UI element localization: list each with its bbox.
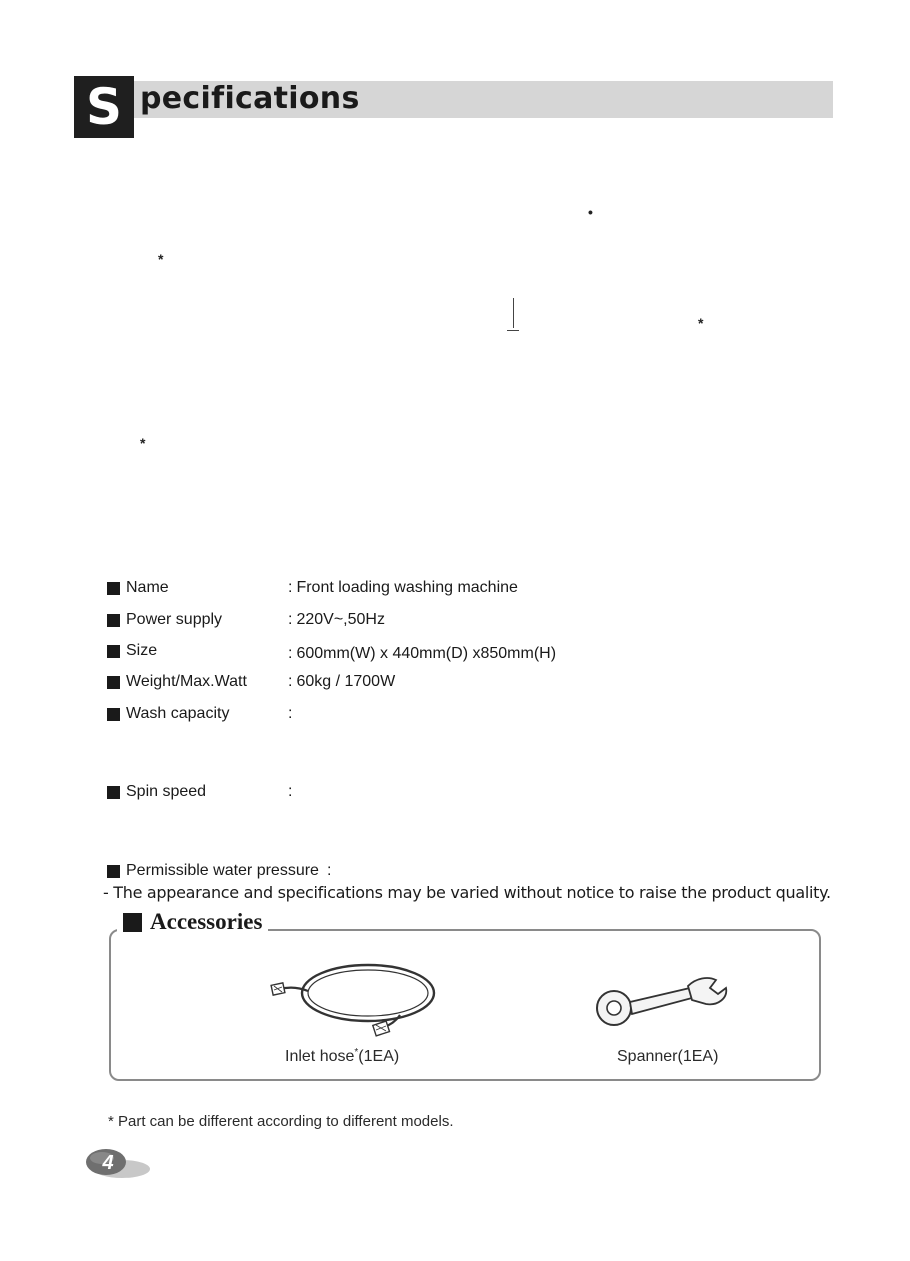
accessory-qty: (1EA)	[358, 1048, 400, 1065]
spec-colon: :	[326, 862, 332, 879]
stray-asterisk: *	[140, 435, 146, 451]
accessory-caption-inlet-hose	[285, 1048, 399, 1066]
spec-colon: :	[288, 673, 293, 690]
spec-row-size	[107, 640, 556, 662]
accessory-qty: (1EA)	[677, 1048, 719, 1065]
accessory-name: Inlet hose	[285, 1048, 355, 1065]
bullet-square	[107, 708, 120, 721]
stray-dot: •	[588, 204, 593, 220]
footnote: * Part can be different according to different models.	[108, 1113, 454, 1130]
spec-colon: :	[288, 783, 293, 800]
spec-value: 600mm(W) x 440mm(D) x850mm(H)	[296, 645, 557, 662]
header-initial: S	[74, 76, 134, 138]
spec-row-spin-speed	[107, 781, 292, 803]
bullet-square	[123, 913, 142, 932]
stray-cross	[507, 330, 519, 331]
bullet-square	[107, 582, 120, 595]
bullet-square	[107, 645, 120, 658]
accessories-title: Accessories	[150, 909, 263, 934]
spec-label: Permissible water pressure	[126, 862, 319, 879]
bullet-square	[107, 676, 120, 689]
accessory-asterisk: *	[354, 1047, 359, 1058]
spec-colon: :	[288, 645, 293, 662]
spec-row-wash-capacity	[107, 703, 292, 725]
stray-asterisk: *	[158, 251, 164, 267]
spanner-icon	[592, 972, 734, 1030]
spec-value: 220V~,50Hz	[296, 611, 385, 628]
spec-colon: :	[288, 579, 293, 596]
spec-row-power	[107, 609, 385, 631]
accessories-heading	[117, 906, 268, 938]
bullet-square	[107, 865, 120, 878]
bullet-square	[107, 614, 120, 627]
notice-text: - The appearance and specifications may be varied without notice to raise the product quality.	[103, 883, 831, 902]
stray-asterisk: *	[698, 315, 704, 331]
accessory-caption-spanner	[617, 1048, 718, 1066]
spec-label: Weight/Max.Watt	[126, 673, 247, 690]
page-title: pecifications	[140, 81, 360, 116]
spec-label: Name	[126, 579, 169, 596]
spec-colon: :	[288, 705, 293, 722]
spec-label: Spin speed	[126, 783, 207, 800]
stray-line	[513, 298, 514, 328]
inlet-hose-icon	[268, 955, 448, 1040]
spec-label: Size	[126, 642, 158, 659]
accessory-name: Spanner	[617, 1048, 678, 1065]
spec-value: 60kg / 1700W	[296, 673, 396, 690]
page-number: 4	[102, 1152, 114, 1174]
spec-row-weight	[107, 671, 395, 693]
spec-row-name	[107, 577, 518, 599]
spec-value: Front loading washing machine	[296, 579, 518, 596]
spec-row-water-pressure	[107, 860, 331, 882]
spec-label: Wash capacity	[126, 705, 230, 722]
spec-label: Power supply	[126, 611, 223, 628]
spec-colon: :	[288, 611, 293, 628]
bullet-square	[107, 786, 120, 799]
